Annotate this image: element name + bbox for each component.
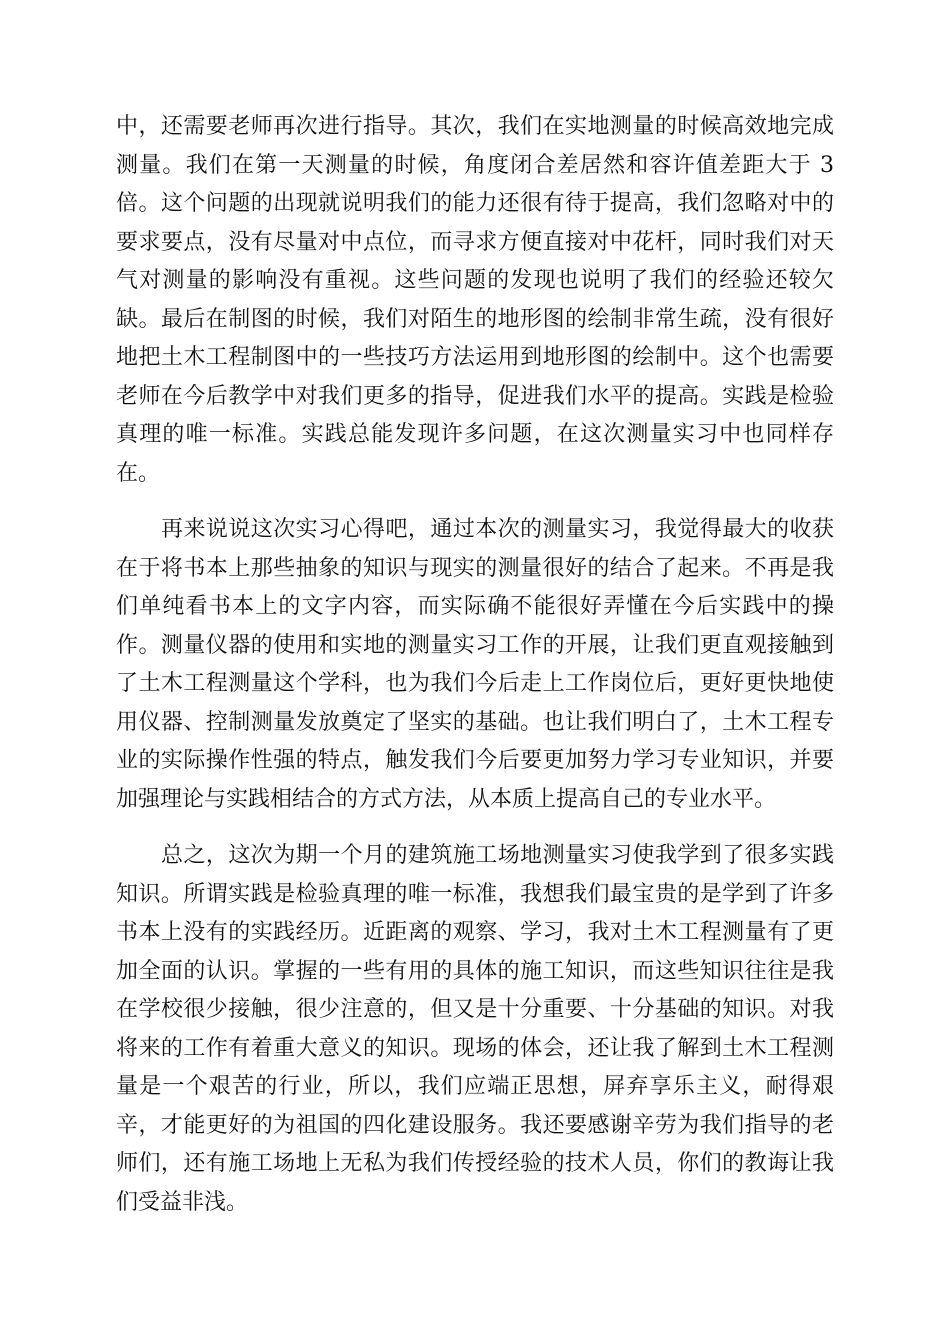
text-line: 辛，才能更好的为祖国的四化建设服务。我还要感谢辛劳为我们指导的老 [116,1112,834,1138]
text-line: 加全面的认识。掌握的一些有用的具体的施工知识，而这些知识往往是我 [116,958,834,984]
paragraph-spacer [116,819,834,837]
text-line: 老师在今后教学中对我们更多的指导，促进我们水平的提高。实践是检验 [116,383,834,409]
text-line: 要求要点，没有尽量对中点位，而寻求方便直接对中花杆，同时我们对天 [116,229,834,255]
text-line: 作。测量仪器的使用和实地的测量实习工作的开展，让我们更直观接触到 [116,632,834,658]
text-line: 总之，这次为期一个月的建筑施工场地测量实习使我学到了很多实践 [161,843,834,868]
text-line: 了土木工程测量这个学科，也为我们今后走上工作岗位后，更好更快地使 [116,671,834,696]
text-line: 在于将书本上那些抽象的知识与现实的测量很好的结合了起来。不再是我 [116,555,834,581]
text-line: 师们，还有施工场地上无私为我们传授经验的技术人员，你们的教诲让我 [116,1151,834,1176]
text-line: 真理的唯一标准。实践总能发现许多问题，在这次测量实习中也同样存 [116,422,834,447]
text-line: 们受益非浅。 [116,1189,249,1215]
paragraph-spacer [116,493,834,511]
text-line: 地把土木工程制图中的一些技巧方法运用到地形图的绘制中。这个也需要 [116,345,834,370]
text-line: 量是一个艰苦的行业，所以，我们应端正思想，屏弃享乐主义，耐得艰 [116,1074,834,1099]
text-line: 业的实际操作性强的特点，触发我们今后要更加努力学习专业知识，并要 [116,748,834,773]
text-line: 将来的工作有着重大意义的知识。现场的体会，还让我了解到土木工程测 [116,1035,834,1061]
text-line: 在。 [116,460,161,486]
text-line: 中，还需要老师再次进行指导。其次，我们在实地测量的时候高效地完成 [116,114,834,139]
text-line: 们单纯看书本上的文字内容，而实际确不能很好弄懂在今后实践中的操 [116,594,834,619]
text-line: 测量。我们在第一天测量的时候，角度闭合差居然和容许值差距大于 3 [116,152,834,178]
paragraph-1 [116,108,834,493]
paragraph-3 [116,837,834,1222]
text-line: 再来说说这次实习心得吧，通过本次的测量实习，我觉得最大的收获 [161,517,834,542]
paragraph-2 [116,511,834,819]
text-line: 用仪器、控制测量发放奠定了坚实的基础。也让我们明白了，土木工程专 [116,709,834,735]
text-line: 缺。最后在制图的时候，我们对陌生的地形图的绘制非常生疏，没有很好 [116,306,834,332]
text-line: 书本上没有的实践经历。近距离的观察、学习，我对土木工程测量有了更 [116,920,834,945]
text-line: 知识。所谓实践是检验真理的唯一标准，我想我们最宝贵的是学到了许多 [116,881,834,907]
text-line: 倍。这个问题的出现就说明我们的能力还很有待于提高，我们忽略对中的 [116,191,834,216]
text-line: 气对测量的影响没有重视。这些问题的发现也说明了我们的经验还较欠 [116,268,834,293]
text-line: 在学校很少接触，很少注意的，但又是十分重要、十分基础的知识。对我 [116,997,834,1022]
text-line: 加强理论与实践相结合的方式方法，从本质上提高自己的专业水平。 [116,786,777,812]
document-body [116,108,834,1222]
